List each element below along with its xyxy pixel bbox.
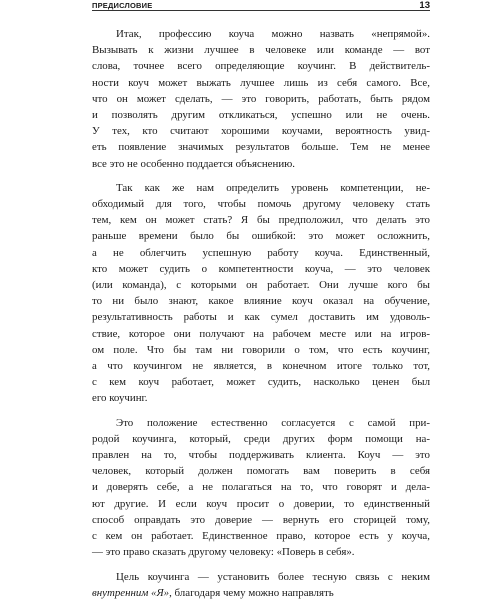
body-text bbox=[92, 26, 430, 601]
text-line: Так как же нам определить уровень компетенции, не- bbox=[116, 181, 430, 194]
text-line: кто может судить о компетентности коуча, — это человек bbox=[92, 262, 430, 275]
text-line: способ оправдать это доверие — вернуть его сторицей тому, bbox=[92, 513, 430, 526]
header-rule bbox=[92, 10, 430, 11]
text-line: а не облегчить успешную работу коуча. Единственный, bbox=[92, 246, 430, 259]
text-line: ствие, которое они получают на рабочем месте или на игров- bbox=[92, 327, 430, 340]
text-line: обходимый для того, чтобы помочь другому человеку стать bbox=[92, 198, 430, 211]
text-line: все это не особенно поддается объяснению. bbox=[92, 157, 296, 170]
text-line: Вызывать к жизни лучшее в человеке или команде — вот bbox=[92, 44, 430, 57]
paragraph bbox=[92, 26, 430, 172]
text-line: У тех, кто считают хорошими коучами, вероятность увид- bbox=[92, 125, 430, 138]
text-line: еть появление значимых результатов больше. Тем не менее bbox=[92, 141, 430, 154]
text-line: что он может сделать, — это говорить, работать, быть рядом bbox=[92, 92, 430, 105]
text-line: результативность работы и как сумел доставить им удоволь- bbox=[92, 311, 430, 324]
text-line: и позволять другим откликаться, успешно или не очень. bbox=[92, 109, 430, 122]
text-line: и доверять себе, а не полагаться на то, что говорят и дела- bbox=[92, 481, 430, 494]
text-line: с кем коуч работает, может судить, насколько ценен был bbox=[92, 376, 430, 389]
text-line: родой коучинга, который, среди других форм помощи на- bbox=[92, 432, 430, 445]
text-line: ют другие. И если коуч просит о доверии, то единственный bbox=[92, 497, 430, 510]
text-line: — это право сказать другому человеку: «Поверь в себя». bbox=[92, 546, 355, 559]
paragraph bbox=[92, 569, 430, 601]
page-number: 13 bbox=[419, 0, 430, 11]
text-line: человек, который должен помогать вам поверить в себя bbox=[92, 465, 430, 478]
text-line: слова, точнее всего определяющие коучинг. В действитель- bbox=[92, 60, 430, 73]
section-title: ПРЕДИСЛОВИЕ bbox=[92, 1, 153, 10]
paragraph-gap bbox=[92, 561, 430, 569]
text-line: то ни было знают, какое влияние коуч оказал на обучение, bbox=[92, 295, 430, 308]
paragraph bbox=[92, 415, 430, 561]
text-line: Цель коучинга — установить более тесную связь с неким bbox=[116, 570, 430, 583]
text-line: ом поле. Что бы там ни говорили о том, что есть коучинг, bbox=[92, 343, 430, 356]
text-line: внутренним «Я», благодаря чему можно направлять bbox=[92, 586, 334, 599]
text-line: (или команда), с которыми он работает. Они лучше кого бы bbox=[92, 279, 430, 292]
emphasis-text: внутренним «Я» bbox=[92, 586, 170, 599]
paragraph-gap bbox=[92, 407, 430, 415]
text-line: его коучинг. bbox=[92, 392, 148, 405]
text-line: Итак, профессию коуча можно назвать «непрямой». bbox=[116, 28, 430, 40]
text-line: раньше времени было бы ошибкой: это может осложнить, bbox=[92, 230, 430, 243]
running-header bbox=[92, 0, 430, 12]
paragraph bbox=[92, 180, 430, 407]
text-line: правлен на то, чтобы поддерживать клиента. Коуч — это bbox=[92, 449, 430, 462]
text-line: а что коучингом не является, в конечном итоге только тот, bbox=[92, 360, 430, 373]
paragraph-gap bbox=[92, 172, 430, 180]
text-line: тем, кем он может стать? Я бы предположил, что делать это bbox=[92, 214, 430, 227]
text-line: ности коуч может выжать лучшее лишь из себя самого. Все, bbox=[92, 76, 430, 89]
text-line: Это положение естественно согласуется с самой при- bbox=[116, 416, 430, 429]
text-line: с кем он работает. Единственное право, которое есть у коуча, bbox=[92, 530, 430, 543]
